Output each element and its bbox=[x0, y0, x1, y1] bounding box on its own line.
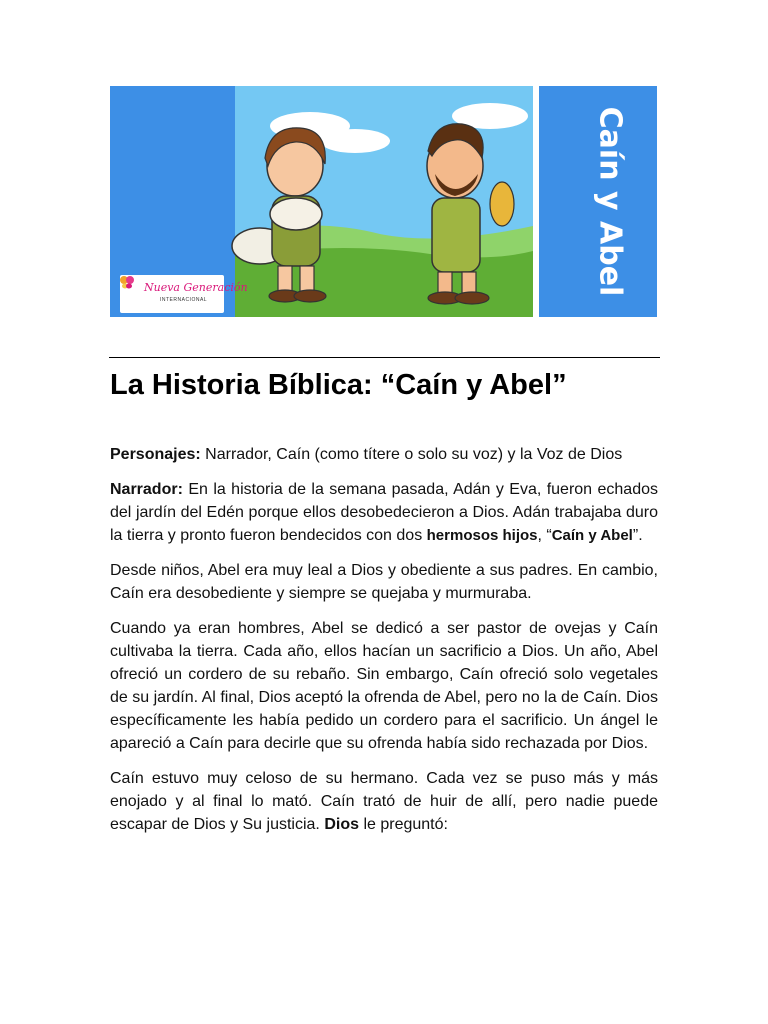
narrator-text: En la historia de la semana pasada, Adán y Eva, fueron echados del jardín del Edén porque ellos desobedecieron a Dios. Adán trabajaba duro la tierra y pronto fueron bendecidos con dos bbox=[110, 481, 658, 544]
characters-label: Personajes: bbox=[110, 446, 201, 463]
last-paragraph bbox=[110, 767, 658, 836]
characters-text: Narrador, Caín (como títere o solo su voz) y la Voz de Dios bbox=[200, 446, 623, 463]
title-divider bbox=[109, 357, 660, 358]
narrator-mid: , “ bbox=[537, 527, 552, 544]
page-title: La Historia Bíblica: “Caín y Abel” bbox=[110, 369, 567, 401]
narrator-bold-children: hermosos hijos bbox=[426, 527, 538, 544]
butterfly-icon bbox=[120, 275, 134, 289]
story-paragraph: Desde niños, Abel era muy leal a Dios y obediente a sus padres. En cambio, Caín era desobediente y siempre se quejaba y murmuraba. bbox=[110, 562, 658, 602]
god-label: Dios bbox=[324, 816, 359, 833]
last-paragraph-end: le preguntó: bbox=[359, 816, 448, 833]
logo-text: Nueva Generación bbox=[144, 281, 248, 294]
cover-banner bbox=[110, 86, 657, 317]
side-title-box bbox=[562, 86, 657, 317]
logo-subtext: INTERNACIONAL bbox=[160, 297, 208, 303]
side-title: Caín y Abel bbox=[592, 106, 628, 297]
narrator-label: Narrador: bbox=[110, 481, 183, 498]
story-body bbox=[110, 443, 658, 848]
logo bbox=[120, 275, 248, 313]
narrator-paragraph bbox=[110, 478, 658, 547]
narrator-end: ”. bbox=[632, 527, 643, 544]
characters-paragraph bbox=[110, 443, 658, 466]
story-paragraph: Cuando ya eran hombres, Abel se dedicó a ser pastor de ovejas y Caín cultivaba la tierra. Cada año, ellos hacían un sacrificio a Dios. Un año, Abel ofreció un cordero de su rebaño. Sin embargo, Caín ofreció solo vegetales de su jardín. Al final, Dios aceptó la ofrenda de Abel, pero no la de Caín. Dios específicamente les había pedido un cordero para el sacrificio. Un ángel le apareció a Caín para decirle que su ofrenda había sido rechazada por Dios. bbox=[110, 620, 658, 752]
last-paragraph-text: Caín estuvo muy celoso de su hermano. Cada vez se puso más y más enojado y al final lo mató. Caín trató de huir de allí, pero nadie puede escapar de Dios y Su justicia. bbox=[110, 770, 658, 833]
narrator-bold-names: Caín y Abel bbox=[551, 527, 633, 544]
